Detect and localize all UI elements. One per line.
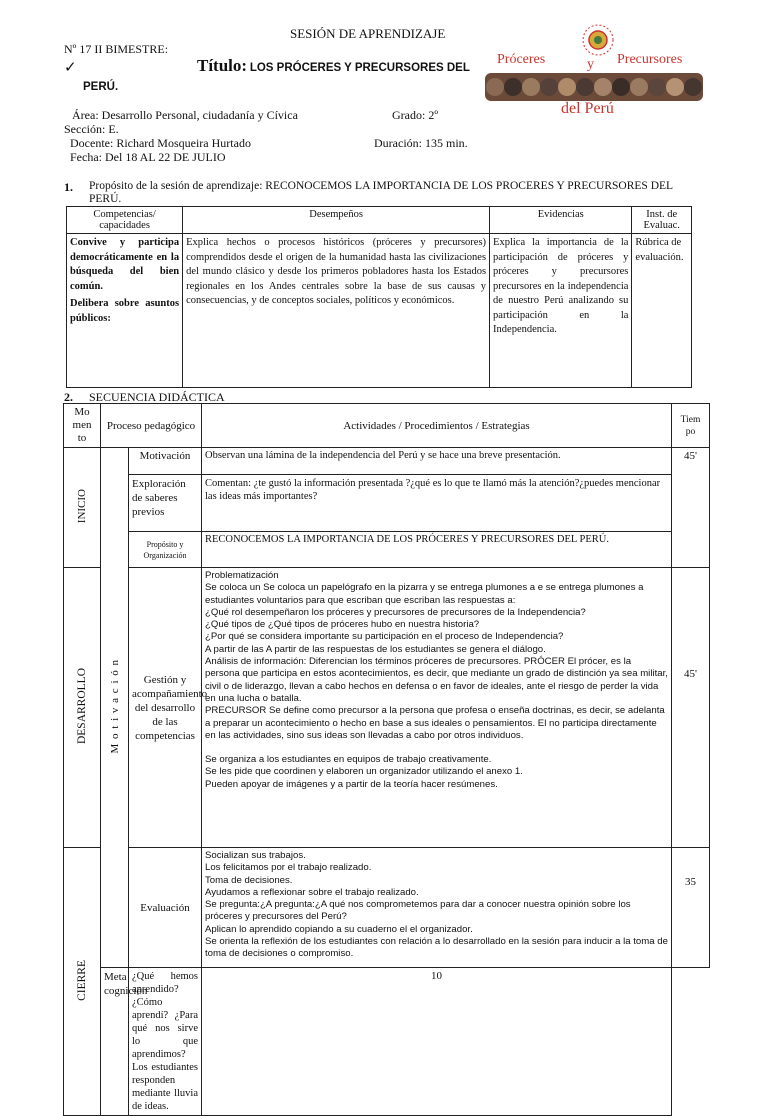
desarrollo-line: Se les pide que coordinen y elaboren un organizador utilizando el anexo 1. [205, 766, 523, 778]
motivacion-vertical: M o t i v a c i ó n [101, 448, 129, 968]
logo-text-precursores: Precursores [617, 52, 683, 67]
desarrollo-line [205, 742, 668, 754]
competencia-cell [67, 234, 183, 388]
cierre-line: Toma de decisiones. [205, 874, 293, 886]
section-1-number: 1. [64, 180, 73, 194]
grado-field: Grado: 2º [392, 108, 439, 122]
actividad-cierre [202, 848, 672, 968]
cierre-line: Ayudamos a reflexionar sobre el trabajo realizado. [205, 886, 419, 898]
desarrollo-line: Problematización [205, 570, 279, 581]
header-actividades: Actividades / Procedimientos / Estrategias [202, 404, 672, 448]
cierre-line: Los felicitamos por el trabajo realizado. [205, 862, 372, 874]
session-title: Título: LOS PRÓCERES Y PRECURSORES DEL [197, 56, 470, 75]
desarrollo-line: ¿Por qué se considera importante su participación en el proceso de Independencia? [205, 631, 564, 643]
proceso-motivacion: Motivación [129, 448, 202, 475]
session-title-continued: PERÚ. [83, 81, 119, 93]
logo-text-del-peru: del Perú [561, 100, 614, 117]
proceres-logo [481, 24, 707, 120]
momento-inicio: INICIO [64, 448, 101, 568]
logo-text-y: y [587, 57, 594, 72]
desarrollo-line: PRECURSOR Se define como precursor a la persona que profesa o enseña doctrinas, es decir, se adelanta a preparar un acontecimiento o hecho en base a sus ideales o pensamientos. El no participa directamente en las actividades, sino sus ideas son llevadas a cabo por otros individuos. [205, 705, 665, 741]
proceso-gestion: Gestión y acompañamiento del desarrollo de las competencias [129, 568, 202, 848]
competencias-table [66, 206, 692, 388]
proceso-exploracion: Exploración de saberes previos [129, 475, 202, 532]
cierre-line: Se orienta la reflexión de los estudiantes con relación a lo desarrollado en la sesión para inducir a la toma de toma de decisiones o compromiso. [205, 936, 668, 960]
actividad-proposito: RECONOCEMOS LA IMPORTANCIA DE LOS PRÓCERES Y PRECURSORES DEL PERÚ. [202, 532, 672, 568]
proceso-metacognicion: Meta cognición [101, 968, 129, 1116]
duracion-field: Duración: 135 min. [374, 136, 468, 150]
desarrollo-line: Pueden apoyar de imágenes y a partir de la teoría hacer resúmenes. [205, 778, 498, 790]
actividad-motivacion: Observan una lámina de la independencia del Perú y se hace una breve presentación. [202, 448, 672, 475]
tiempo-desarrollo: 45' [672, 568, 710, 848]
competencia-2: Delibera sobre asuntos públicos: [70, 298, 180, 324]
header-proceso: Proceso pedagógico [101, 404, 202, 448]
desarrollo-line: Análisis de información: Diferencian los términos próceres de precursores. PRÓCER El prócer, es la persona que participa en estos acontecimientos, es decir, que mediante un grado de distinción ya sea militar, civil o de liderazgo, llevan a cabo hechos en defensa o en favor de ideales, ante el riesgo de perder la vida en una lucha o batalla. [205, 656, 668, 704]
actividad-desarrollo [202, 568, 672, 848]
section-2-number: 2. [64, 390, 73, 404]
session-number: Nº 17 II BIMESTRE: [64, 42, 169, 56]
momento-desarrollo: DESARROLLO [64, 568, 101, 848]
header-desempenos: Desempeños [183, 207, 490, 234]
cierre-line: Se pregunta:¿A pregunta:¿A qué nos comprometemos para dar a conocer nuestra opinión sobre los próceres y precursores del Perú? [205, 899, 631, 923]
section-1-text: Propósito de la sesión de aprendizaje: RECONOCEMOS LA IMPORTANCIA DE LOS PROCERES Y PRECURSORES DEL [89, 180, 674, 192]
section-1-text-continued: PERÚ. [89, 193, 122, 205]
tiempo-cierre: 35 [672, 848, 710, 968]
header-evidencias: Evidencias [490, 207, 632, 234]
desarrollo-line: ¿Qué rol desempeñaron los próceres y precursores de precursores de la Independencia? [205, 606, 586, 618]
cierre-line: Aplican lo aprendido copiando a su cuaderno el el organizador. [205, 923, 473, 935]
momento-cierre: CIERRE [64, 848, 101, 1116]
proceso-proposito: Propósito y Organización [129, 532, 202, 568]
tiempo-inicio: 45' [672, 448, 710, 568]
header-competencias: Competencias/ capacidades [67, 207, 183, 234]
header-instrumento: Inst. de Evaluac. [632, 207, 692, 234]
section-2-title: SECUENCIA DIDÁCTICA [89, 390, 225, 404]
document-title: SESIÓN DE APRENDIZAJE [290, 26, 446, 41]
evidencia-cell: Explica la importancia de la participación de próceres y próceres y precursores precursores en la independencia de nuestro Perú analizando su participación en la Independencia. [490, 234, 632, 388]
cierre-line: Socializan sus trabajos. [205, 850, 306, 861]
desarrollo-line: Se coloca un Se coloca un papelógrafo en la pizarra y se entrega plumones a e se entrega plumones a estudiantes voluntarios para que escriban que escriban las respuestas a: [205, 582, 644, 606]
seccion-field: Sección: E. [64, 122, 119, 136]
area-field: Área: Desarrollo Personal, ciudadanía y Cívica [72, 108, 298, 122]
header-tiempo: Tiem po [672, 404, 710, 448]
desarrollo-line: A partir de las A partir de las respuestas de los estudiantes se genera el diálogo. [205, 643, 546, 655]
desarrollo-line: ¿Qué tipos de ¿Qué tipos de próceres hubo en nuestra historia? [205, 619, 480, 631]
fecha-field: Fecha: Del 18 AL 22 DE JULIO [70, 150, 226, 164]
desempeno-cell: Explica hechos o procesos históricos (próceres y precursores) comprendidos desde el origen de la humanidad hasta las civilizaciones del mundo clásico y desde los primeros pobladores hasta los Estados regionales en los Andes centrales sobre la base de sus causas y consecuencias, y de conceptos sociales, políticos y económicos. [183, 234, 490, 388]
docente-field: Docente: Richard Mosqueira Hurtado [70, 136, 251, 150]
competencia-1: Convive y participa democráticamente en la búsqueda del bien común. [70, 237, 180, 292]
proceso-evaluacion: Evaluación [129, 848, 202, 968]
tiempo-metacognicion: 10 [202, 968, 672, 1116]
logo-text-proceres: Próceres [497, 52, 546, 67]
header-momento: Mo men to [64, 404, 101, 448]
instrumento-cell: Rúbrica de evaluación. [632, 234, 692, 388]
secuencia-table [63, 403, 710, 1116]
desarrollo-line: Se organiza a los estudiantes en equipos de trabajo creativamente. [205, 754, 492, 766]
actividad-metacognicion: ¿Qué hemos aprendido? ¿Cómo aprendí? ¿Para qué nos sirve lo que aprendimos? Los estudiantes responden mediante lluvia de ideas. [129, 968, 202, 1116]
checkmark-icon: ✓ [64, 60, 77, 76]
actividad-exploracion: Comentan: ¿te gustó la información presentada ?¿qué es lo que te llamó más la atención?¿puedes mencionar las ideas más importantes? [202, 475, 672, 532]
